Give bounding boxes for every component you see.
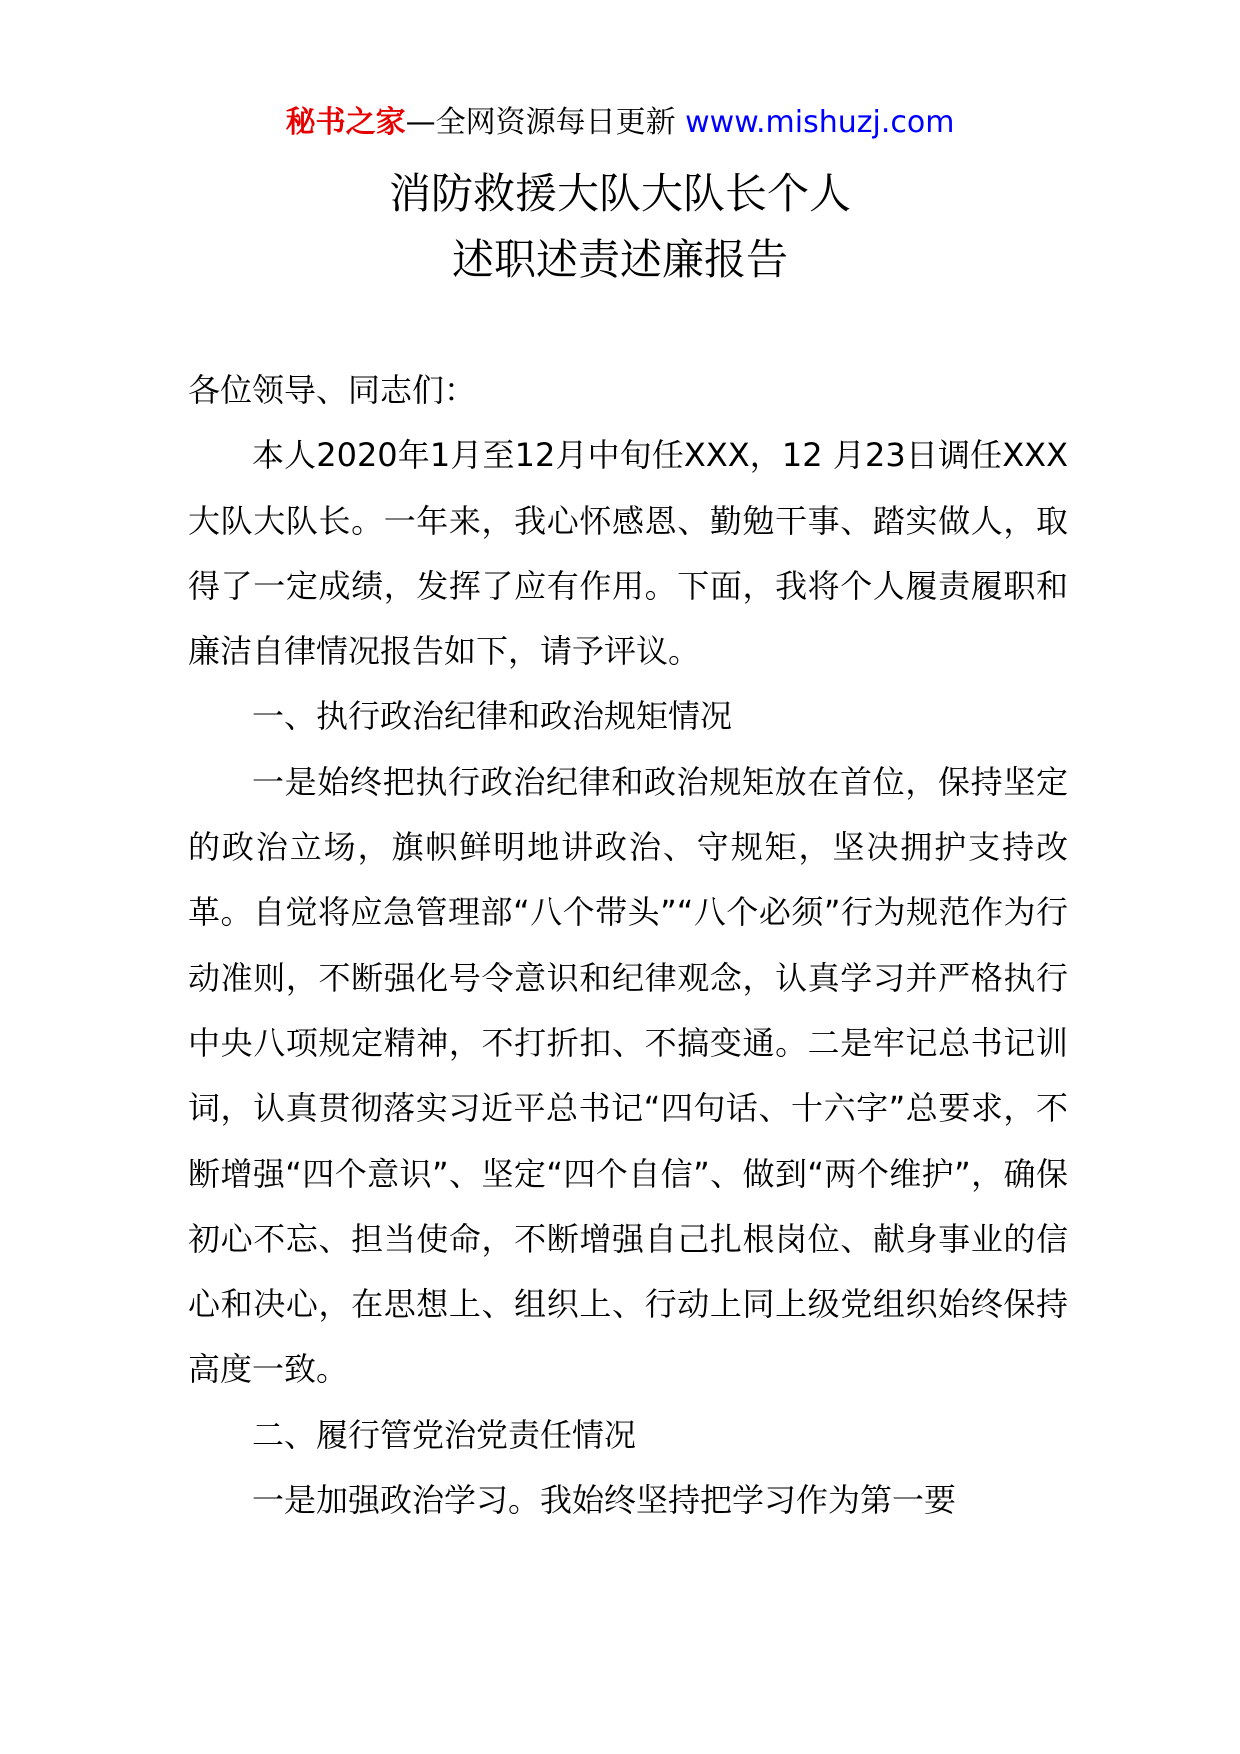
header-slogan: —全网资源每日更新	[405, 105, 686, 140]
document-title-line-1: 消防救援大队大队长个人	[388, 169, 851, 218]
paragraph-political-discipline: 一是始终把执行政治纪律和政治规矩放在首位，保持坚定的政治立场，旗帜鲜明地讲政治、守规矩，坚决拥护支持改革。自觉将应急管理部“八个带头”“八个必须”行为规范作为行动准则，不断强化号令意识和纪律观念，认真学习并严格执行中央八项规定精神，不打折扣、不搞变通。二是牢记总书记训词，认真贯彻落实习近平总书记“四句话、十六字”总要求，不断增强“四个意识”、坚定“四个自信”、做到“两个维护”，确保初心不忘、担当使命，不断增强自己扎根岗位、献身事业的信心和决心，在思想上、组织上、行动上同上级党组织始终保持高度一致。	[188, 762, 1068, 1389]
brand-name: 秘书之家	[285, 105, 406, 140]
site-url-link[interactable]: www.mishuzj.com	[685, 105, 955, 140]
salutation: 各位领导、同志们：	[188, 371, 477, 409]
site-header-banner	[0, 100, 1240, 146]
paragraph-intro: 本人2020年1月至12月中旬任XXX，12 月23日调任XXX大队大队长。一年来，我心怀感恩、勤勉干事、踏实做人，取得了一定成绩，发挥了应有作用。下面，我将个人履责履职和廉洁自律情况报告如下，请予评议。	[188, 436, 1068, 671]
section-heading-1: 一、执行政治纪律和政治规矩情况	[252, 697, 733, 736]
document-body	[188, 358, 1068, 1533]
document-title-line-2: 述职述责述廉报告	[451, 235, 788, 284]
section-heading-2: 二、履行管党治党责任情况	[252, 1415, 637, 1454]
paragraph-party-governance: 一是加强政治学习。我始终坚持把学习作为第一要	[252, 1481, 957, 1520]
